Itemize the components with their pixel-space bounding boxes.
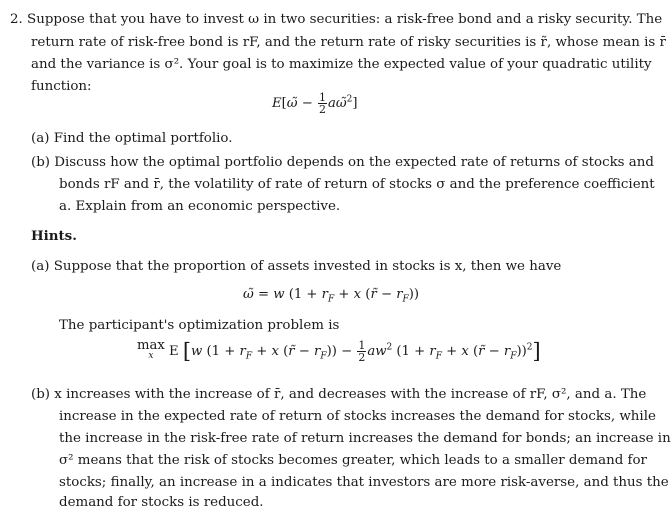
hint-a-line: (a) Suppose that the proportion of assets invested in stocks is x, then we have — [31, 259, 562, 274]
hint-b-line-2: increase in the expected rate of return of stocks increases the demand for stocks, while — [59, 409, 656, 424]
optimization-equation: max x E [w ($1 + r_F + x$ (r̃ − $r_F$)) − $\frac{1}{2}$ $aw^2$ ($1 + r_F + x$ (r̃ − $r_F))^2$] — [137, 338, 541, 364]
part-b-line-1: (b) Discuss how the optimal portfolio depends on the expected rate of returns of stocks and — [31, 155, 654, 170]
hint-b-line-5: stocks; finally, an increase in a indicates that investors are more risk-averse, and thus the — [59, 475, 669, 490]
utility-equation: E[ω̃ − $\frac{1}{2}$ aω̃$^2$] — [272, 91, 358, 116]
problem-line-4: function: — [31, 79, 92, 94]
hint-b-line-1: (b) x increases with the increase of r̄, and decreases with the increase of rF, σ², and a. The — [31, 387, 647, 402]
part-b-line-2: bonds rF and r̄, the volatility of rate of return of stocks σ and the preference coefficient — [59, 177, 655, 192]
part-b-line-3: a. Explain from an economic perspective. — [59, 199, 341, 214]
part-a: (a) Find the optimal portfolio. — [31, 131, 233, 146]
hint-b-line-6: demand for stocks is reduced. — [59, 495, 264, 510]
hint-b-line-4: σ² means that the risk of stocks becomes greater, which leads to a smaller demand for — [59, 453, 647, 468]
hints-heading: Hints. — [31, 228, 77, 244]
optimization-intro: The participant's optimization problem is — [59, 318, 340, 333]
wealth-equation: ω̃ = w ($1 + r_F + x$ (r̃ − $r_F$)) — [243, 287, 420, 305]
problem-line-3: and the variance is σ². Your goal is to maximize the expected value of your quadratic utility — [31, 57, 652, 72]
hint-b-line-3: the increase in the risk-free rate of return increases the demand for bonds; an increase in — [59, 431, 671, 446]
problem-line-2: return rate of risk-free bond is rF, and the return rate of risky securities is r̃, whose mean is r̄ — [31, 35, 666, 50]
problem-line-1: 2. Suppose that you have to invest ω in two securities: a risk-free bond and a risky security. The — [10, 12, 663, 27]
